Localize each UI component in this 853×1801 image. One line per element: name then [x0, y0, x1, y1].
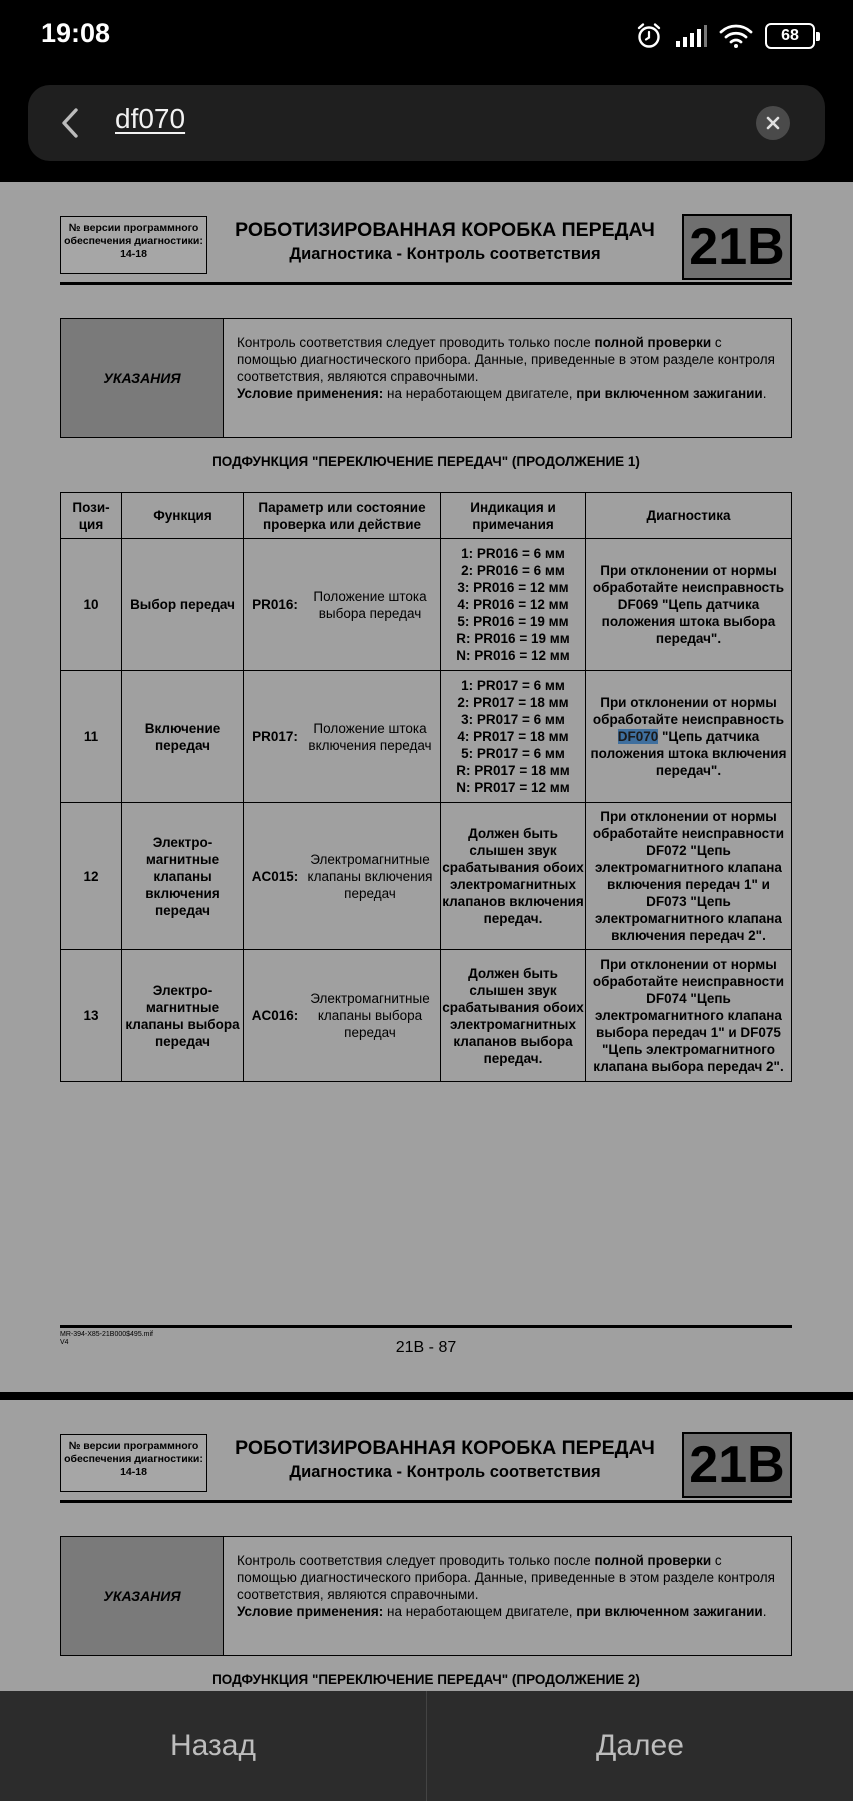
page-subtitle: Диагностика - Контроль соответствия	[289, 245, 601, 263]
document-page	[0, 1400, 853, 1691]
page-title: РОБОТИЗИРОВАННАЯ КОРОБКА ПЕРЕДАЧ	[235, 1437, 655, 1459]
cell-indication	[441, 671, 586, 803]
page-title: РОБОТИЗИРОВАННАЯ КОРОБКА ПЕРЕДАЧ	[235, 219, 655, 241]
search-highlight: DF070	[617, 729, 659, 744]
header-parameter: Параметр или состояние проверка или действие	[244, 493, 441, 539]
indication-line: 2: PR016 = 6 мм	[461, 563, 565, 578]
indication-line: 3: PR016 = 12 мм	[457, 580, 569, 595]
cell-parameter	[244, 950, 441, 1082]
cell-diagnostics	[586, 671, 792, 803]
search-input[interactable]: df070	[115, 103, 186, 134]
subfunction-heading: ПОДФУНКЦИЯ "ПЕРЕКЛЮЧЕНИЕ ПЕРЕДАЧ" (ПРОДОЛЖЕНИЕ 2)	[212, 1672, 640, 1687]
section-badge: 21B	[682, 214, 792, 280]
software-version-box: № версии программного обеспечения диагностики: 14-18	[60, 216, 207, 274]
section-badge: 21B	[682, 1432, 792, 1498]
document-viewer[interactable]	[0, 182, 853, 1691]
cell-diagnostics	[586, 539, 792, 671]
cell-indication	[441, 950, 586, 1082]
header-indication: Индикация и примечания	[441, 493, 586, 539]
signal-icon	[675, 24, 707, 48]
cell-function: Электро-магнитные клапаны включения передач	[122, 803, 244, 950]
cell-position: 11	[61, 671, 122, 803]
search-bar	[28, 85, 825, 161]
status-icons	[635, 20, 815, 52]
software-version-box: № версии программного обеспечения диагностики: 14-18	[60, 1434, 207, 1492]
diagnostics-text: При отклонении от нормы обработайте неисправность	[592, 695, 785, 727]
indication-line: 5: PR016 = 19 мм	[457, 614, 569, 629]
status-bar	[0, 0, 853, 70]
cell-parameter	[244, 671, 441, 803]
parameter-code: AC016:	[251, 1008, 299, 1023]
table-row	[61, 950, 792, 1082]
parameter-code: PR016:	[252, 597, 298, 612]
indication-line: Должен быть слышен звук срабатывания обоих электромагнитных клапанов включения передач.	[442, 826, 584, 926]
indication-line: 1: PR017 = 6 мм	[461, 678, 565, 693]
parameter-code: PR017:	[252, 729, 298, 744]
indication-line: 5: PR017 = 6 мм	[461, 746, 565, 761]
footer-file-info: MR-394-X85-21B000$495.mif V4	[60, 1331, 153, 1346]
indication-line: R: PR016 = 19 мм	[456, 631, 570, 646]
notes-text: Контроль соответствия следует проводить только после полной проверки с помощью диагностического прибора. Данные, приведенные в этом разделе контроля соответствия, являются справочными. Условие применения: на неработающем двигателе, при включенном зажигании.	[237, 1553, 775, 1619]
search-header	[0, 70, 853, 182]
diagnostics-text: При отклонении от нормы обработайте неисправности DF074 "Цепь электромагнитного клапана выбора передач 1" и DF075 "Цепь электромагнитного клапана выбора передач 2".	[592, 957, 785, 1074]
header-diagnostics: Диагностика	[586, 493, 792, 539]
diagnostics-text: При отклонении от нормы обработайте неисправность DF069 "Цепь датчика положения штока выбора передач".	[592, 563, 785, 646]
cell-diagnostics	[586, 950, 792, 1082]
diagnostic-table	[60, 492, 792, 1082]
parameter-code: AC015:	[251, 868, 299, 884]
cell-function: Включение передач	[122, 671, 244, 803]
previous-button[interactable]: Назад	[170, 1729, 256, 1762]
parameter-description: Электромагнитные клапаны включения передач	[307, 851, 433, 901]
indication-line: 4: PR016 = 12 мм	[457, 597, 569, 612]
parameter-description: Положение штока включения передач	[308, 720, 432, 753]
bottom-navigation	[0, 1691, 853, 1801]
header-rule	[60, 282, 792, 285]
cell-parameter	[244, 803, 441, 950]
indication-line: 2: PR017 = 18 мм	[457, 695, 569, 710]
table-row	[61, 803, 792, 950]
indication-line: N: PR017 = 12 мм	[456, 780, 570, 795]
cell-function: Электро-магнитные клапаны выбора передач	[122, 950, 244, 1082]
status-time: 19:08	[41, 18, 111, 48]
alarm-icon	[635, 22, 663, 50]
notes-text: Контроль соответствия следует проводить только после полной проверки с помощью диагностического прибора. Данные, приведенные в этом разделе контроля соответствия, являются справочными. Условие применения: на неработающем двигателе, при включенном зажигании.	[237, 335, 775, 401]
indication-line: 3: PR017 = 6 мм	[461, 712, 565, 727]
clear-search-icon[interactable]	[756, 106, 790, 140]
cell-parameter	[244, 539, 441, 671]
table-header-row	[61, 493, 792, 539]
cell-position: 12	[61, 803, 122, 950]
subfunction-heading: ПОДФУНКЦИЯ "ПЕРЕКЛЮЧЕНИЕ ПЕРЕДАЧ" (ПРОДОЛЖЕНИЕ 1)	[212, 454, 640, 469]
cell-diagnostics	[586, 803, 792, 950]
notes-box	[60, 318, 792, 438]
page-subtitle: Диагностика - Контроль соответствия	[289, 1463, 601, 1481]
cell-position: 10	[61, 539, 122, 671]
indication-line: N: PR016 = 12 мм	[456, 648, 570, 663]
table-row	[61, 539, 792, 671]
diagnostics-text: "Цепь датчика положения штока включения передач".	[590, 729, 787, 778]
indication-line: Должен быть слышен звук срабатывания обоих электромагнитных клапанов выбора передач.	[442, 965, 584, 1066]
header-function: Функция	[122, 493, 244, 539]
document-page	[0, 182, 853, 1392]
notes-label: УКАЗАНИЯ	[61, 319, 224, 437]
cell-indication	[441, 803, 586, 950]
indication-line: R: PR017 = 18 мм	[456, 763, 570, 778]
notes-box	[60, 1536, 792, 1656]
wifi-icon	[719, 23, 753, 49]
battery-icon: 68	[765, 23, 815, 49]
cell-position: 13	[61, 950, 122, 1082]
header-position: Пози-ция	[61, 493, 122, 539]
cell-function: Выбор передач	[122, 539, 244, 671]
table-row	[61, 671, 792, 803]
next-button[interactable]: Далее	[596, 1729, 684, 1762]
notes-label: УКАЗАНИЯ	[61, 1537, 224, 1655]
indication-line: 4: PR017 = 18 мм	[457, 729, 569, 744]
back-arrow-icon[interactable]	[50, 103, 90, 143]
parameter-description: Положение штока выбора передач	[313, 588, 427, 621]
cell-indication	[441, 539, 586, 671]
parameter-description: Электромагнитные клапаны выбора передач	[310, 991, 430, 1040]
indication-line: 1: PR016 = 6 мм	[461, 546, 565, 561]
page-number: 21B - 87	[395, 1339, 457, 1356]
footer-rule	[60, 1325, 792, 1328]
diagnostics-text: При отклонении от нормы обработайте неисправности DF072 "Цепь электромагнитного клапана включения передач 1" и DF073 "Цепь электромагнитного клапана включения передач 2".	[592, 809, 785, 943]
header-rule	[60, 1500, 792, 1503]
